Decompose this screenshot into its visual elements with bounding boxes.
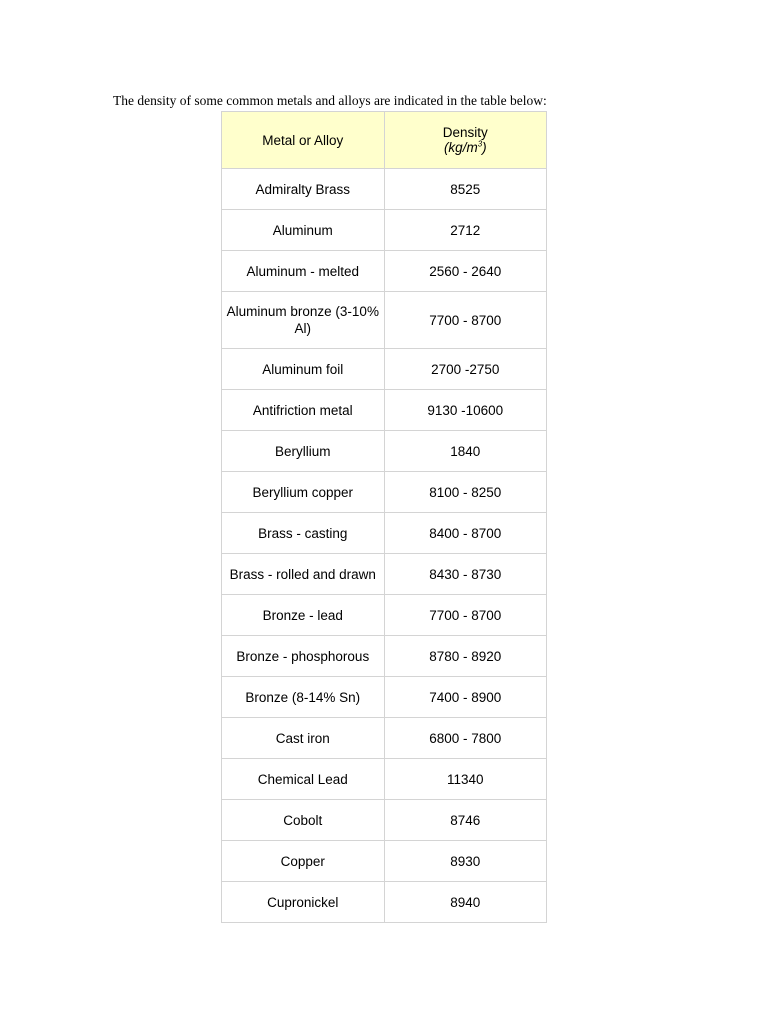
- unit-close: ): [482, 140, 487, 155]
- header-material: Metal or Alloy: [222, 112, 385, 169]
- cell-density: 8100 - 8250: [384, 472, 546, 513]
- cell-material: Bronze - lead: [222, 595, 385, 636]
- table-row: [222, 431, 547, 472]
- table-row: [222, 841, 547, 882]
- table-row: [222, 390, 547, 431]
- cell-density: 2712: [384, 210, 546, 251]
- header-density-unit: [444, 140, 487, 155]
- density-table: [221, 111, 547, 923]
- table-row: [222, 759, 547, 800]
- cell-density: 7700 - 8700: [384, 595, 546, 636]
- table-row: [222, 513, 547, 554]
- cell-density: 2560 - 2640: [384, 251, 546, 292]
- cell-density: 1840: [384, 431, 546, 472]
- intro-text: The density of some common metals and alloys are indicated in the table below:: [113, 93, 547, 108]
- cell-density: 2700 -2750: [384, 349, 546, 390]
- table-row: [222, 595, 547, 636]
- cell-material: Cast iron: [222, 718, 385, 759]
- cell-material: Chemical Lead: [222, 759, 385, 800]
- cell-material: Aluminum: [222, 210, 385, 251]
- cell-density: 8746: [384, 800, 546, 841]
- table-row: [222, 472, 547, 513]
- table-row: [222, 210, 547, 251]
- table-row: [222, 554, 547, 595]
- cell-material: Brass - casting: [222, 513, 385, 554]
- cell-material: Aluminum foil: [222, 349, 385, 390]
- cell-material: Aluminum bronze (3-10% Al): [222, 292, 385, 349]
- cell-material: Bronze (8-14% Sn): [222, 677, 385, 718]
- cell-density: 11340: [384, 759, 546, 800]
- cell-density: 8940: [384, 882, 546, 923]
- cell-density: 8780 - 8920: [384, 636, 546, 677]
- cell-density: 8525: [384, 169, 546, 210]
- cell-material: Cobolt: [222, 800, 385, 841]
- header-density-label: Density: [442, 125, 488, 140]
- cell-material: Aluminum - melted: [222, 251, 385, 292]
- table-row: [222, 800, 547, 841]
- cell-density: 7400 - 8900: [384, 677, 546, 718]
- cell-material: Bronze - phosphorous: [222, 636, 385, 677]
- unit-exponent: 3: [477, 139, 483, 149]
- cell-material: Brass - rolled and drawn: [222, 554, 385, 595]
- table-row: [222, 349, 547, 390]
- cell-material: Copper: [222, 841, 385, 882]
- cell-density: 8930: [384, 841, 546, 882]
- table-row: [222, 718, 547, 759]
- unit-base: (kg/m: [443, 140, 478, 155]
- table-row: [222, 251, 547, 292]
- table-row: [222, 169, 547, 210]
- cell-material: Beryllium copper: [222, 472, 385, 513]
- cell-material: Admiralty Brass: [222, 169, 385, 210]
- cell-material: Cupronickel: [222, 882, 385, 923]
- table-row: [222, 636, 547, 677]
- header-density: [384, 112, 546, 169]
- table-row: [222, 677, 547, 718]
- cell-density: 9130 -10600: [384, 390, 546, 431]
- cell-material: Beryllium: [222, 431, 385, 472]
- cell-density: 6800 - 7800: [384, 718, 546, 759]
- cell-density: 7700 - 8700: [384, 292, 546, 349]
- table-row: [222, 882, 547, 923]
- table-header-row: [222, 112, 547, 169]
- cell-density: 8400 - 8700: [384, 513, 546, 554]
- cell-density: 8430 - 8730: [384, 554, 546, 595]
- cell-material: Antifriction metal: [222, 390, 385, 431]
- table-row: [222, 292, 547, 349]
